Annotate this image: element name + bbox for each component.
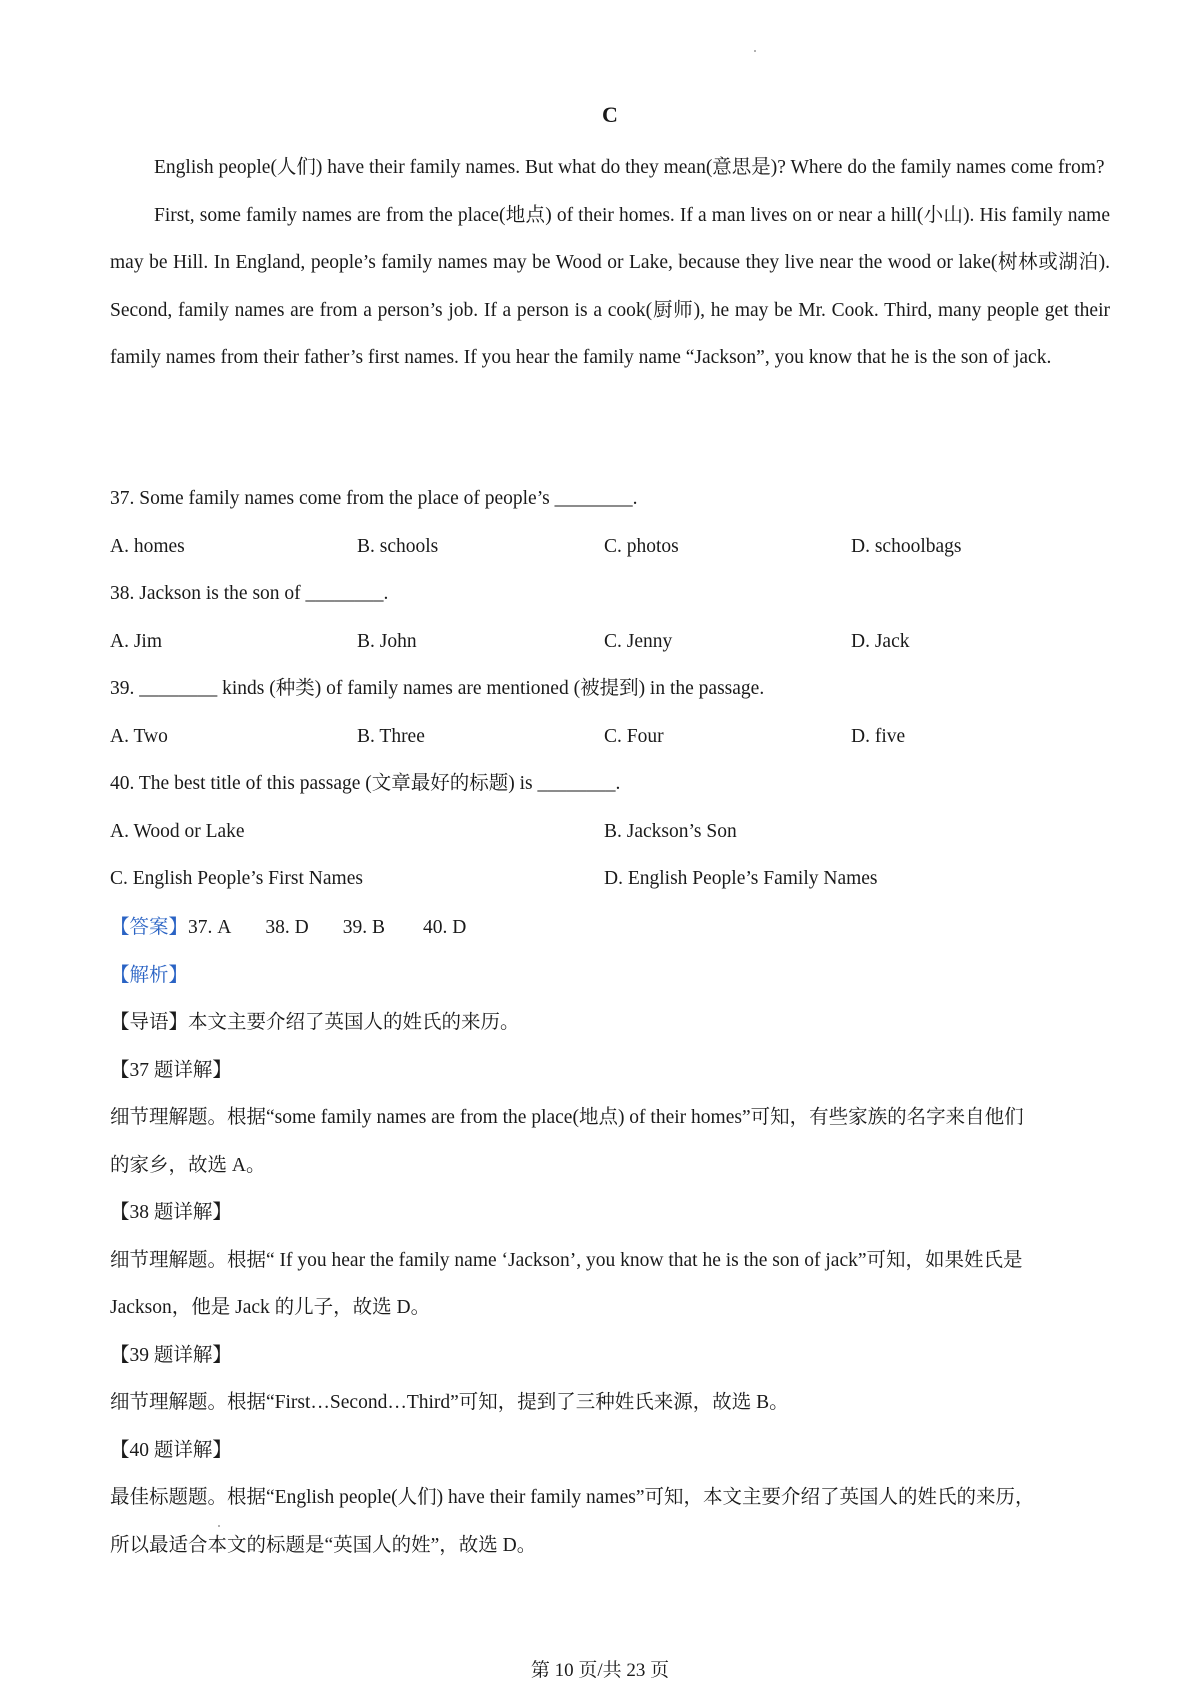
answer-item: 40. D [422,917,467,938]
answer-label: 【答案】 [110,917,189,938]
option: D. five [851,725,906,747]
option: A. Two [110,725,168,747]
option: A. Wood or Lake [110,820,245,842]
option: D. English People’s Family Names [604,868,878,889]
detail-heading: 【37 题详解】 [110,1059,232,1081]
option-row [110,523,1110,571]
option: B. John [357,630,417,652]
option-row [110,855,1110,903]
question-stem: 38. Jackson is the son of ________. [110,583,389,604]
detail-text: 细节理解题。根据“First…Second…Third”可知，提到了三种姓氏来源，故选 B。 [110,1392,789,1413]
option-row [110,808,1110,856]
option: C. Jenny [604,630,673,652]
analysis-intro: 【导语】本文主要介绍了英国人的姓氏的来历。 [110,1012,520,1033]
analysis-label: 【解析】 [110,964,189,986]
option: D. Jack [851,630,910,652]
detail-text: 细节理解题。根据“some family names are from the place(地点) of their homes”可知，有些家族的名字来自他们 [110,1107,1024,1128]
document-page [110,0,1110,1698]
question-list [110,475,1110,903]
detail-heading: 【38 题详解】 [110,1202,232,1223]
detail-text: Jackson，他是 Jack 的儿子，故选 D。 [110,1297,431,1318]
detail-heading: 【40 题详解】 [110,1439,232,1461]
detail-text: 最佳标题题。根据“English people(人们) have their family names”可知，本文主要介绍了英国人的姓氏的来历， [110,1487,1035,1508]
reading-passage [110,144,1110,382]
answer-line [110,904,1110,952]
option: C. English People’s First Names [110,868,363,889]
detail-heading: 【39 题详解】 [110,1344,232,1366]
question-stem: 40. The best title of this passage (文章最好的标题) is ________. [110,773,621,794]
option-row [110,618,1110,666]
question-stem: 37. Some family names come from the place of people’s ________. [110,488,638,509]
answer-item: 37. A [188,917,232,938]
passage-paragraph: First, some family names are from the place(地点) of their homes. If a man lives on or near a hill(小山). His family name may be Hill. In England, people’s family names may be Wood or Lake, because they live near the wood or lake(树林或湖泊). Second, family names are from a person’s job. If a person is a cook(厨师), he may be Mr. Cook. Third, many people get their family names from their father’s first names. If you hear the family name “Jackson”, you know that he is the son of jack. [110,204,1110,368]
answer-item: 39. B [342,917,385,938]
option: B. Jackson’s Son [604,820,737,842]
section-title: C [602,102,618,127]
option: B. schools [357,535,439,557]
answer-analysis [110,904,1110,1569]
page-number: 第 10 页/共 23 页 [530,1660,670,1681]
option: A. Jim [110,630,163,652]
question-stem: 39. ________ kinds (种类) of family names are mentioned (被提到) in the passage. [110,678,765,699]
answer-item: 38. D [265,917,309,938]
option: D. schoolbags [851,535,962,557]
option-row [110,713,1110,761]
option: A. homes [110,535,185,557]
detail-text: 的家乡，故选 A。 [110,1154,266,1176]
option: B. Three [357,725,425,747]
passage-paragraph: English people(人们) have their family names. But what do they mean(意思是)? Where do the family names come from? [154,157,1105,178]
detail-text: 细节理解题。根据“ If you hear the family name ‘Jackson’, you know that he is the son of jack”可知，如果姓氏是 [110,1249,1023,1271]
option: C. Four [604,725,664,747]
option: C. photos [604,535,679,557]
detail-text: 所以最适合本文的标题是“英国人的姓”，故选 D。 [110,1534,537,1556]
